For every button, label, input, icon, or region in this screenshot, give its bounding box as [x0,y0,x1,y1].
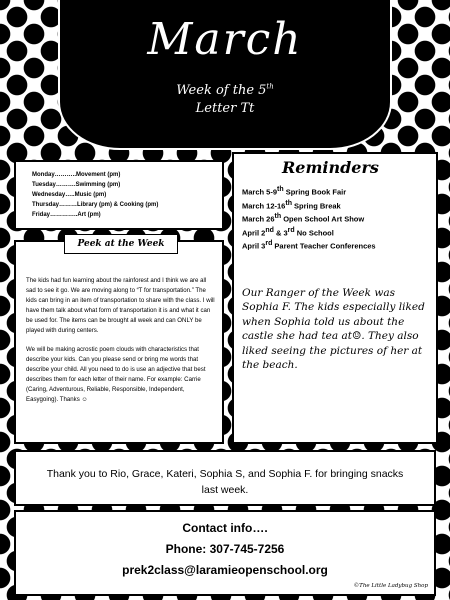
schedule-line: Tuesday……….Swimming (pm) [32,182,121,188]
peek-title: Peek at the Week [64,234,178,254]
reminder-item [242,184,428,198]
reminders-box [232,152,438,444]
reminder-text: No School [294,228,334,237]
reminder-item [242,238,428,252]
ranger-of-the-week-text: Our Ranger of the Week was Sophia F. The kids especially liked when Sophia told us about the castle she had tea at☺. They also liked seeing the pictures of her at the beach. [242,286,425,372]
contact-heading: Contact info…. [182,521,268,535]
reminders-title: Reminders [282,158,379,177]
week-line [60,82,390,100]
week-suffix: th [266,82,274,91]
week-text: Week of the 5 [176,83,267,98]
peek-paragraph: We will be making acrostic poem clouds with characteristics that describe your kids. Can you please send or bring me words that describe your child. All you need to do is use an adjective that best describes them for each letter of their name. For example: Carrie (Caring, Adventurous, Reliable, Responsible, Independent, Easygoing). Thanks ☺ [26,346,206,403]
reminder-text: Spring Book Fair [283,187,347,197]
schedule-line: Monday………..Movement (pm) [32,172,121,178]
letter-line: Letter Tt [195,100,255,116]
reminder-text: Spring Break [291,201,341,210]
schedule-line: Thursday………Library (pm) & Cooking (pm) [32,202,159,208]
reminder-item [242,211,428,225]
reminder-suffix: nd [265,226,274,234]
reminder-suffix: th [285,199,292,207]
reminder-suffix: th [274,213,282,220]
reminder-suffix: rd [265,240,273,247]
contact-email: prek2class@laramieopenschool.org [122,563,328,577]
contact-phone: Phone: 307-745-7256 [165,542,285,556]
credit-text: ©The Little Ladybug Shop [353,583,428,589]
snacks-text: Thank you to Rio, Grace, Kateri, Sophia S, and Sophia F. for bringing snacks last week. [46,468,404,496]
reminder-suffix: rd [287,226,295,234]
reminder-date: April 2 [242,228,266,237]
schedule-line: Wednesday…..Music (pm) [32,192,107,198]
reminder-text: Parent Teacher Conferences [272,241,376,251]
page-title: March [147,14,303,65]
peek-paragraph: The kids had fun learning about the rainforest and I think we are all sad to see it go. We are moving along to “T for transportation.” The kids can bring in an item of transportation to share with the class. I will have them talk about what form of transportation it is and what it can be used for. The items can be brought all week and can ONLY be played with during centers. [26,277,215,334]
peek-at-the-week-box [14,240,224,444]
contact-box [14,510,436,596]
schedule-line: Friday…………..Art (pm) [32,212,101,218]
reminder-date: April 3 [242,241,266,251]
reminder-date: & 3 [273,228,288,237]
reminder-suffix: th [277,186,284,193]
reminder-date: March 12-16 [242,201,286,210]
reminder-date: March 5-9 [242,187,278,197]
reminder-item [242,225,428,239]
peek-body [26,276,216,405]
header-banner [60,0,390,148]
snacks-thank-you-box [14,450,436,506]
reminder-text: Open School Art Show [281,214,365,224]
schedule-box [14,160,224,230]
reminder-item [242,198,428,212]
reminder-date: March 26 [242,214,275,224]
